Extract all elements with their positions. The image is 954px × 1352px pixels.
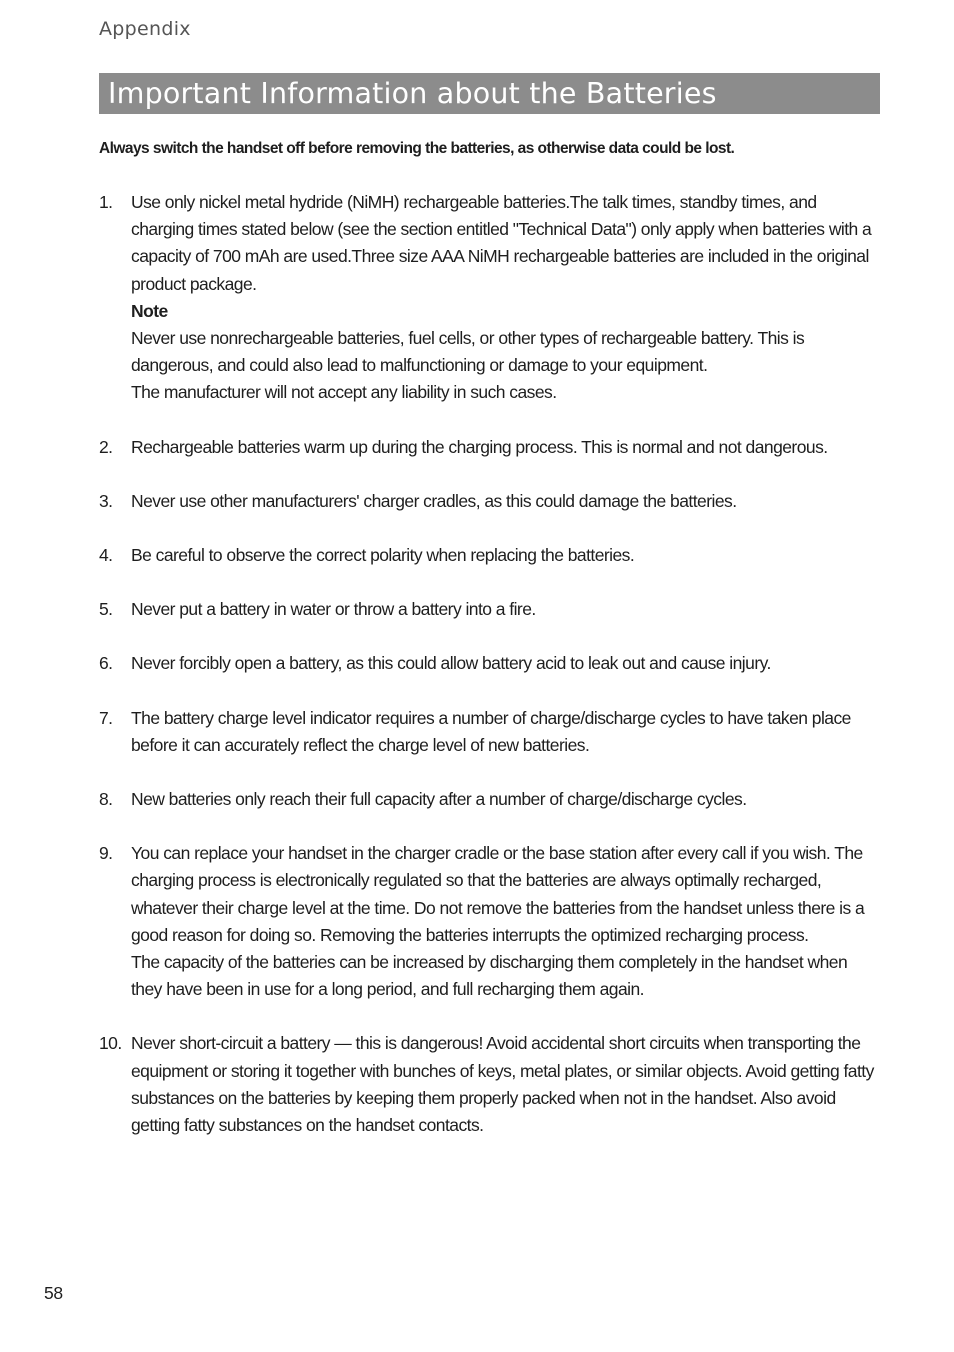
warning-text: Always switch the handset off before removing the batteries, as otherwise data could be lost.	[99, 140, 735, 157]
list-item-text: Never forcibly open a battery, as this could allow battery acid to leak out and cause injury.	[131, 653, 771, 674]
list-item-text: The battery charge level indicator requires a number of charge/discharge cycles to have taken place before it can accurately reflect the charge level of new batteries.	[131, 707, 851, 755]
battery-info-list	[99, 189, 880, 1166]
list-item	[99, 542, 880, 569]
list-item-text: Never put a battery in water or throw a battery into a fire.	[131, 599, 536, 620]
list-item-number: 1.	[99, 192, 113, 212]
list-item	[99, 596, 880, 623]
list-item-number: 9.	[99, 843, 113, 864]
title-bar	[99, 73, 880, 114]
list-item	[99, 650, 880, 677]
list-item-number: 7.	[99, 707, 113, 728]
list-item-number: 6.	[99, 653, 113, 674]
list-item	[99, 705, 880, 759]
list-item-number: 8.	[99, 789, 113, 810]
list-item-text: Rechargeable batteries warm up during the charging process. This is normal and not dangerous.	[131, 436, 828, 457]
list-item-number: 2.	[99, 436, 113, 457]
list-item	[99, 840, 880, 1003]
list-item	[99, 1030, 880, 1139]
list-item-number: 4.	[99, 545, 113, 566]
page-number: 58	[44, 1283, 63, 1303]
list-item-text: New batteries only reach their full capacity after a number of charge/discharge cycles.	[131, 789, 747, 810]
list-item-number: 10.	[99, 1033, 122, 1054]
list-item-text: Never short-circuit a battery — this is dangerous! Avoid accidental short circuits when transporting the equipment or storing it together with bunches of keys, metal plates, or similar objects. Avoid getting fatty substances on the batteries by keeping them properly packed when not in the handset. Also avoid getting fatty substances on the handset contacts.	[131, 1033, 874, 1136]
note-heading: Note	[131, 300, 168, 321]
list-item-text-capacity: The capacity of the batteries can be increased by discharging them completely in the handset when they have been in use for a long period, and full recharging them again.	[131, 952, 848, 1000]
list-item-text: Never use other manufacturers' charger cradles, as this could damage the batteries.	[131, 490, 737, 511]
list-item	[99, 434, 880, 461]
note-text-liability: The manufacturer will not accept any liability in such cases.	[131, 382, 557, 403]
list-item-text: Use only nickel metal hydride (NiMH) rechargeable batteries.The talk times, standby times, and charging times stated below (see the section entitled "Technical Data") only apply when batteries with a capacity of 700 mAh are used.Three size AAA NiMH rechargeable batteries are included in the original product package.	[131, 192, 872, 294]
page-title: Important Information about the Batteries	[108, 77, 717, 110]
section-label: Appendix	[99, 18, 191, 40]
note-text: Never use nonrechargeable batteries, fuel cells, or other types of rechargeable battery. This is dangerous, and could also lead to malfunctioning or damage to your equipment.	[131, 328, 805, 376]
list-item	[99, 488, 880, 515]
list-item	[99, 189, 880, 407]
list-item-number: 3.	[99, 490, 113, 511]
list-item	[99, 786, 880, 813]
list-item-number: 5.	[99, 599, 113, 620]
list-item-text: Be careful to observe the correct polarity when replacing the batteries.	[131, 545, 635, 566]
list-item-text: You can replace your handset in the charger cradle or the base station after every call if you wish. The charging process is electronically regulated so that the batteries are always optimally recharged, whatever their charge level at the time. Do not remove the batteries from the handset unless there is a good reason for doing so. Removing the batteries interrupts the optimized recharging process.	[131, 843, 865, 945]
